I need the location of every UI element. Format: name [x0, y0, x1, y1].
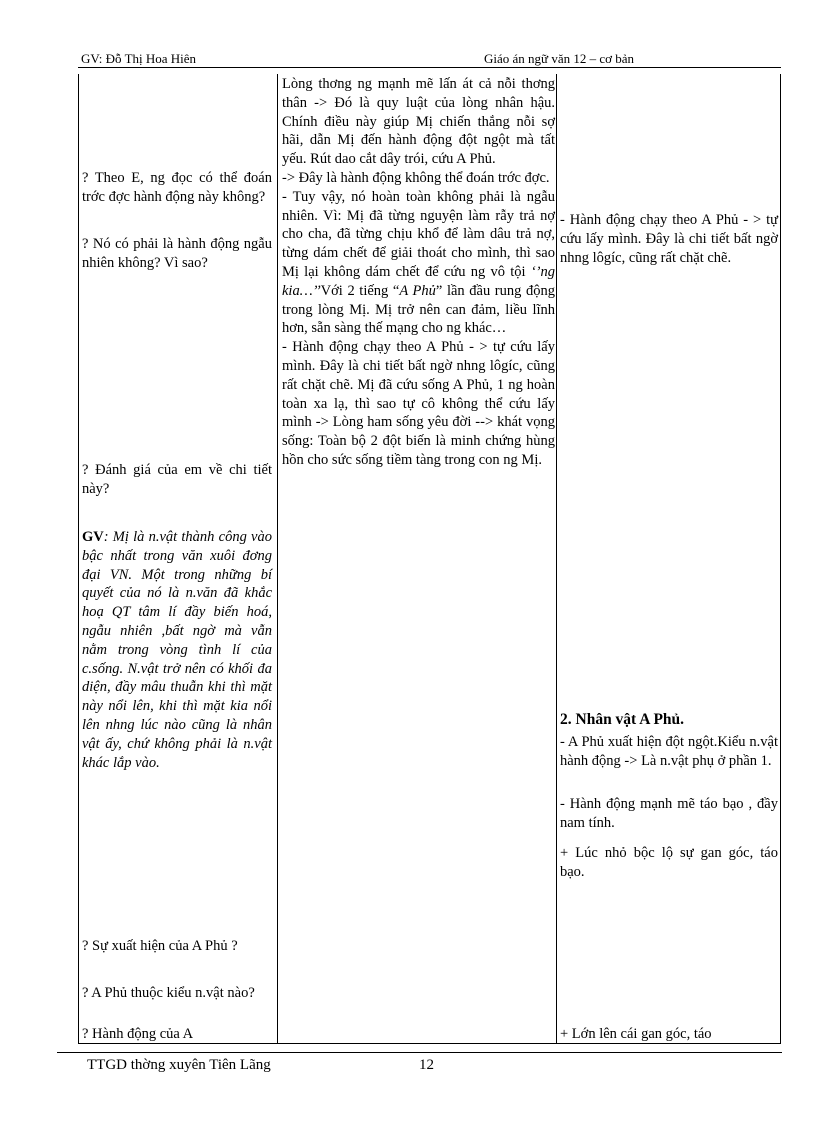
col1-question-5: ? A Phủ thuộc kiểu n.vật nào? — [82, 985, 255, 1001]
col2-p3-a: - Tuy vậy, nó hoàn toàn không phải là ngẫu nhiên. Vì: Mị đã từng nguyện làm rẫy trả nợ cho cha, đã từng chịu khổ để làm dâu trả nợ, từng dám chết để giải thoát cho mình, thì sao Mị lại không dám chết để cứu ng vô tội — [282, 188, 555, 280]
col2-paragraph-2: -> Đây là hành động không thể đoán trớc đợc. — [282, 169, 550, 186]
col1-question-3: ? Đánh giá của em về chi tiết này? — [82, 462, 272, 497]
col1-question-2: ? Nó có phải là hành động ngẫu nhiên không? Vì sao? — [82, 236, 272, 271]
footer-rule — [57, 1052, 782, 1053]
col3-paragraph-5: + Lớn lên cái gan góc, táo — [560, 1026, 712, 1042]
col3-paragraph-1: - Hành động chạy theo A Phủ - > tự cứu lấy mình. Đây là chi tiết bất ngờ nhng lôgíc, cũng rất chặt chẽ. — [560, 212, 778, 266]
col1-question-1: ? Theo E, ng đọc có thể đoán trớc đợc hành động này không? — [82, 170, 272, 205]
gv-label: GV — [82, 529, 104, 545]
header-rule — [78, 67, 781, 68]
col3-heading: 2. Nhân vật A Phủ. — [560, 711, 685, 728]
col3-paragraph-4: + Lúc nhỏ bộc lộ sự gan góc, táo bạo. — [560, 845, 778, 880]
col2-p3-c: Với 2 tiếng “ — [320, 282, 400, 299]
col2-paragraph-1: Lòng thơng ng mạnh mẽ lấn át cả nỗi thơng thân -> Đó là quy luật của lòng nhân hậu. Chính điều này giúp Mị chiến thắng nỗi sợ hãi, dẫn Mị đến hành động đột ngột mà tất yếu. Rút dao cắt dây trói, cứu A Phủ. — [282, 76, 555, 168]
col2-p3-e: ” lần đầu rung động trong lòng Mị. Mị trở nên can đảm, liều lĩnh hơn, sẵn sàng thế mạng cho ng khác… — [282, 282, 555, 337]
footer-center: TTGD thờng xuyên Tiên Lãng — [87, 1057, 271, 1073]
table-divider-2 — [556, 74, 557, 1043]
col2-content — [282, 75, 555, 470]
table-divider-1 — [277, 74, 278, 1043]
col1-question-4: ? Sự xuất hiện của A Phủ ? — [82, 938, 238, 954]
header-subject: Giáo án ngữ văn 12 – cơ bản — [484, 51, 635, 66]
col1-question-6: ? Hành động của A — [82, 1026, 194, 1042]
col2-p3-d: A Phủ — [399, 282, 436, 299]
header-teacher: GV: Đỗ Thị Hoa Hiên — [81, 51, 197, 66]
gv-text: : Mị là n.vật thành công vào bậc nhất trong văn xuôi đơng đại VN. Một trong những bí quyết của nó là n.văn đã khắc hoạ QT tâm lí đầy biến hoá, ngẫu nhiên ,bất ngờ mà vẫn nằm trong vòng tình lí của c.sống. N.vật trở nên có khối đa diện, đầy mâu thuẫn khi thì mặt này nổi lên, khi thì mặt kia nổi lên nhng lúc nào cũng là nhân vật ấy, chứ không phải là n.vật khác lắp vào. — [82, 529, 272, 771]
col3-paragraph-2: - A Phủ xuất hiện đột ngột.Kiểu n.vật hành động -> Là n.vật phụ ở phần 1. — [560, 734, 778, 769]
col2-p3-b: ‘’ng kia…’’ — [282, 263, 555, 299]
col2-paragraph-4: - Hành động chạy theo A Phủ - > tự cứu lấy mình. Đây là chi tiết bất ngờ nhng lôgíc, cũng rất chặt chẽ. Mị đã cứu sống A Phủ, 1 ng hoàn toàn xa lạ, thì sao tự cô không thể cứu lấy mình -> Lòng ham sống yêu đời --> khát vọng sống: Toàn bộ 2 đột biến là minh chứng hùng hồn cho sức sống tiềm tàng trong con ng Mị. — [282, 339, 555, 468]
col3-paragraph-3: - Hành động mạnh mẽ táo bạo , đầy nam tính. — [560, 796, 778, 831]
table-border-right — [780, 74, 781, 1043]
page-number: 12 — [419, 1057, 434, 1073]
col1-gv-note — [82, 528, 272, 772]
table-border-left — [78, 74, 79, 1043]
col2-paragraph-3 — [282, 188, 555, 338]
